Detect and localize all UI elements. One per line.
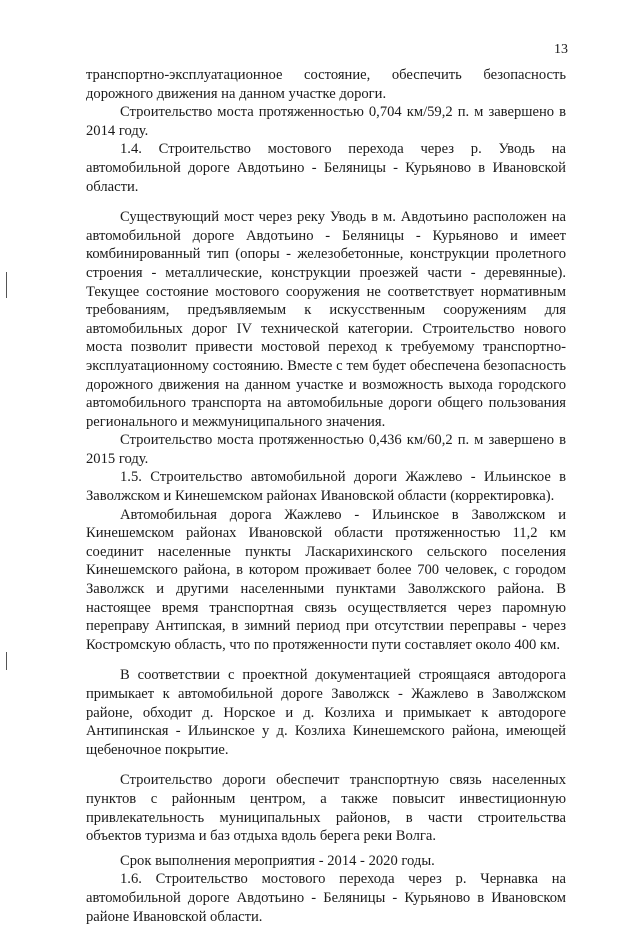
paragraph-road-description: Автомобильная дорога Жажлево - Ильинское в Заволжском и Кинешемском районах Ивановской области протяженностью 11,2 км соединит населенные пункты Ласкарихинского сельского поселения Кинешемского района, в котором проживает более 700 человек, с городом Заволжск и другими населенными пунктами Заволжского района. В настоящее время транспортная связь осуществляется через паромную переправу Антипская, в зимний период при отсутствии переправы - через Костромскую область, что по протяженности пути составляет около 400 км.	[86, 506, 566, 653]
paragraph-road-benefits: Строительство дороги обеспечит транспортную связь населенных пунктов с районным центром, а также повысит инвестиционную привлекательность муниципальных районов, в части строительства объектов туризма и баз отдыха вдоль берега реки Волга.	[86, 772, 566, 845]
paragraph-bridge-completion-2015: Строительство моста протяженностью 0,436 км/60,2 п. м завершено в 2015 году.	[86, 432, 566, 467]
scan-margin-mark	[6, 652, 7, 670]
paragraph-project-documentation: В соответствии с проектной документацией строящаяся автодорога примыкает к автомобильной дороге Заволжск - Жажлево в Заволжском районе, обходит д. Норское и д. Козлиха и примыкает к автодороге Антипинская - Ильинское у д. Козлиха Кинешемского района, имеющей щебеночное покрытие.	[86, 667, 566, 758]
document-body	[86, 66, 566, 926]
paragraph-continuation: транспортно-эксплуатационное состояние, обеспечить безопасность дорожного движения на данном участке дороги.	[86, 67, 566, 102]
section-heading-1-4: 1.4. Строительство мостового перехода через р. Уводь на автомобильной дороге Авдотьино - Беляницы - Курьяново в Ивановской области.	[86, 141, 566, 195]
scan-margin-mark	[6, 272, 7, 298]
paragraph-uvod-bridge-description: Существующий мост через реку Уводь в м. Авдотьино расположен на автомобильной дороге Авдотьино - Беляницы - Курьяново и имеет комбинированный тип (опоры - железобетонные, конструкции пролетного строения - металлические, конструкции проезжей части - деревянные). Текущее состояние мостового сооружения не соответствует нормативным требованиям, предъявляемым к искусственным сооружениям для автомобильных дорог IV технической категории. Строительство нового моста позволит привести мостовой переход к требуемому транспортно-эксплуатационному состоянию. Вместе с тем будет обеспечена безопасность дорожного движения на данном участке и возможность выхода городского автомобильного транспорта на автомобильные дороги общего пользования регионального и межмуниципального значения.	[86, 209, 566, 430]
section-heading-1-6: 1.6. Строительство мостового перехода через р. Чернавка на автомобильной дороге Авдотьино - Беляницы - Курьяново в Ивановском районе Ивановской области.	[86, 871, 566, 925]
page-number: 13	[554, 42, 568, 57]
paragraph-deadline: Срок выполнения мероприятия - 2014 - 2020 годы.	[120, 852, 435, 869]
paragraph-bridge-completion-2014: Строительство моста протяженностью 0,704 км/59,2 п. м завершено в 2014 году.	[86, 104, 566, 139]
section-heading-1-5: 1.5. Строительство автомобильной дороги Жажлево - Ильинское в Заволжском и Кинешемском районах Ивановской области (корректировка).	[86, 469, 566, 505]
